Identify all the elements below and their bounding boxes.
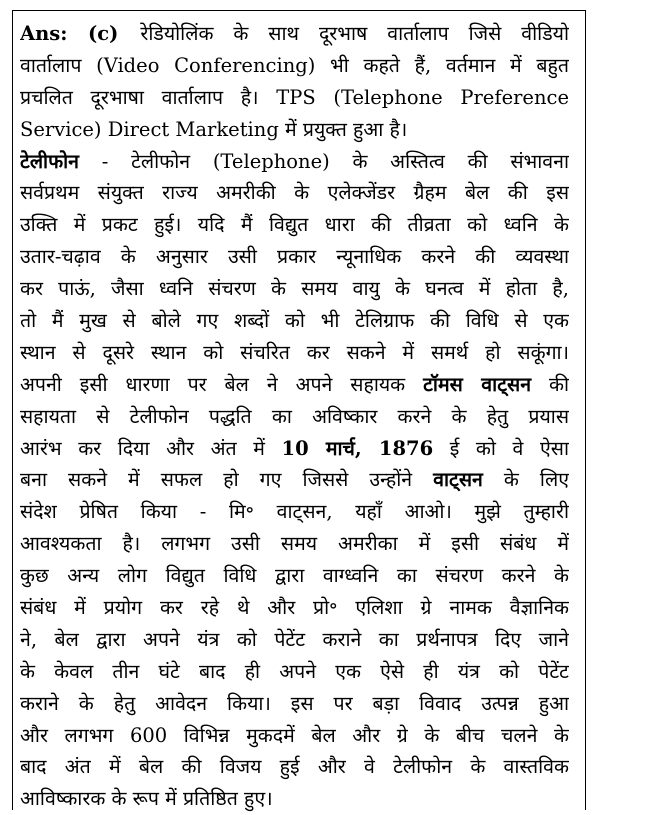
telephone-line-16: ने, बेल द्वारा अपने यंत्र को पेटेंट कराने का प्रर्थनापत्र दिए जाने <box>20 627 569 651</box>
telephone-line-8-pre: अपनी इसी धारणा पर बेल ने अपने सहायक <box>20 372 424 396</box>
text-line <box>20 146 569 178</box>
answer-label: Ans: (c) <box>20 22 119 45</box>
telephone-line-10-post: ई को वे ऐसा <box>433 436 569 460</box>
telephone-line-15: संबंध में प्रयोग कर रहे थे और प्रो॰ एलिशा ग्रे नामक वैज्ञानिक <box>20 596 569 620</box>
text-line <box>20 433 569 465</box>
text-line <box>20 369 569 401</box>
telephone-line-9: सहायता से टेलीफोन पद्धति का अविष्कार करने के हेतु प्रयास <box>20 404 569 428</box>
telephone-line-2: सर्वप्रथम संयुक्त राज्य अमरीकी के एलेक्जेंडर ग्रैहम बेल की इस <box>20 181 569 205</box>
telephone-line-8-post: की <box>531 372 569 396</box>
telephone-line-17: के केवल तीन घंटे बाद ही अपने एक ऐसे ही यंत्र को पेटेंट <box>20 659 569 683</box>
invention-date: 10 मार्च, 1876 <box>281 436 434 460</box>
telephone-line-14: कुछ अन्य लोग विद्युत विधि द्वारा वाग्ध्वनि का संचरण करने के <box>20 564 569 588</box>
answer-text <box>20 18 569 815</box>
telephone-line-20: बाद अंत में बेल की विजय हुई और वे टेलीफोन के वास्तविक <box>20 755 569 779</box>
telephone-line-1: - टेलीफोन (Telephone) के अस्तित्व की संभावना <box>79 149 569 173</box>
telephone-line-11-pre: बना सकने में सफल हो गए जिससे उन्होंने <box>20 468 434 492</box>
watson-full-name: टॉमस वाट्सन <box>423 372 532 396</box>
watson-name: वाट्सन <box>433 468 483 492</box>
telephone-line-3: उक्ति में प्रकट हुई। यदि मैं विद्युत धारा की तीव्रता को ध्वनि के <box>20 213 569 237</box>
telephone-line-11-post: के लिए <box>482 468 569 492</box>
telephone-line-10-pre: आरंभ कर दिया और अंत में <box>20 436 282 460</box>
telephone-line-7: स्थान से दूसरे स्थान को संचरित कर सकने में समर्थ हो सकूंगा। <box>20 340 569 364</box>
text-line <box>20 18 569 50</box>
answer-intro-3: प्रचलित दूरभाषा वार्तालाप है। TPS (Telephone Preference <box>20 85 569 109</box>
telephone-line-6: तो मैं मुख से बोले गए शब्दों को भी टेलिग्राफ की विधि से एक <box>20 309 569 333</box>
telephone-heading: टेलीफोन <box>20 149 80 173</box>
telephone-line-13: आवश्यकता है। लगभग उसी समय अमरीका में इसी संबंध में <box>20 532 569 556</box>
telephone-line-18: कराने के हेतु आवेदन किया। इस पर बड़ा विवाद उत्पन्न हुआ <box>20 691 569 715</box>
telephone-line-12: संदेश प्रेषित किया - मि॰ वाट्सन, यहाँ आओ। मुझे तुम्हारी <box>20 500 569 524</box>
text-line <box>20 464 569 496</box>
answer-intro-4: Service) Direct Marketing में प्रयुक्त हुआ है। <box>20 117 408 141</box>
telephone-line-4: उतार-चढ़ाव के अनुसार उसी प्रकार न्यूनाधिक करने की व्यवस्था <box>20 245 569 269</box>
answer-intro-2: वार्तालाप (Video Conferencing) भी कहते हैं, वर्तमान में बहुत <box>20 53 569 77</box>
telephone-line-19: और लगभग 600 विभिन्न मुकदमें बेल और ग्रे के बीच चलने के <box>20 723 569 747</box>
answer-intro-1: रेडियोलिंक के साथ दूरभाष वार्तालाप जिसे वीडियो <box>140 22 569 45</box>
telephone-line-5: कर पाऊं, जैसा ध्वनि संचरण के समय वायु के घनत्व में होता है, <box>20 277 569 301</box>
telephone-line-21: आविष्कारक के रूप में प्रतिष्ठित हुए। <box>20 787 273 811</box>
